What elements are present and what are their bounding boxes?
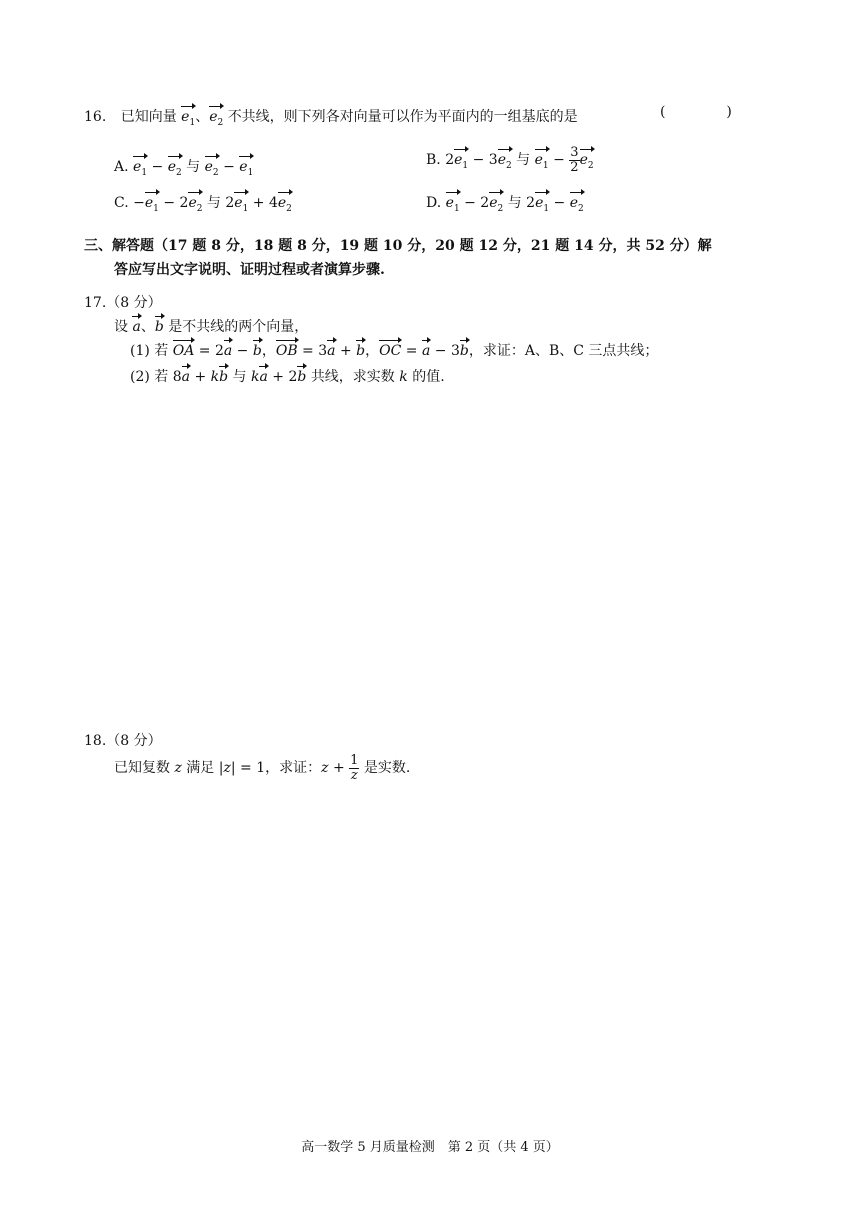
vector-a: a (422, 338, 430, 358)
connector-text: 与 (206, 195, 221, 211)
part-text: ，求证：A、B、C 三点共线； (468, 343, 659, 359)
part-label: (1) 若 (130, 343, 169, 359)
vector-e2: $e_2$ (570, 190, 584, 214)
vector-e2: $e_2$ (498, 147, 512, 171)
vector-b: b (253, 338, 262, 358)
vector-a: a (132, 314, 140, 334)
page-footer: 高一数学 5 月质量检测 第 2 页（共 4 页） (301, 1140, 559, 1155)
answer-bracket (660, 104, 732, 120)
vector-e1: $e_1$ (535, 147, 549, 171)
stem-text: 是实数. (363, 760, 411, 777)
vector-e1: $e_1$ (181, 104, 195, 128)
vector-e2: $e_2$ (168, 154, 182, 178)
vector-e1: $e_1$ (239, 154, 253, 178)
question-18-number: 18.（8 分） (84, 733, 162, 749)
stem-text: 已知复数 (114, 760, 170, 777)
vector-OA: OA (173, 338, 195, 358)
option-c: C. $-e_1 - 2e_2$ 与 $2e_1 + 4e_2$ (114, 190, 292, 214)
connector-text: 与 (516, 152, 531, 169)
part-text: 共线，求实数 (310, 369, 395, 385)
part-label: (2) 若 (130, 369, 169, 385)
vector-e2: $e_2$ (209, 104, 223, 128)
stem-text: 满足 (186, 760, 215, 777)
vector-b: b (297, 364, 306, 384)
option-label: C. (114, 195, 129, 211)
option-a: A. $e_1 - e_2$ 与 $e_2 - e_1$ (114, 154, 253, 178)
stem-text: 已知向量 (120, 109, 177, 125)
vector-e1: $e_1$ (535, 190, 549, 214)
bracket-close: ) (726, 104, 732, 120)
question-number: 16. (84, 109, 107, 125)
vector-e1: $e_1$ (234, 190, 248, 214)
vector-b: b (219, 364, 228, 384)
fraction: $\frac{3}{2}$ (570, 145, 579, 175)
vector-b: b (356, 338, 365, 358)
option-label: D. (426, 195, 442, 211)
section-heading-continued: 答应写出文字说明、证明过程或者演算步骤. (114, 262, 385, 278)
stem-text: 不共线，则下列各对向量可以作为平面内的一组基底的是 (227, 109, 578, 125)
connector-text: 与 (507, 195, 522, 211)
question-17-number: 17.（8 分） (84, 295, 162, 311)
option-d: D. $e_1 - 2e_2$ 与 $2e_1 - e_2$ (426, 190, 584, 214)
option-label: A. (114, 159, 129, 175)
vector-e2: $e_2$ (489, 190, 503, 214)
vector-a: a (259, 364, 267, 384)
question-18-text: 已知复数 z 满足 |z| = 1，求证：z + $\frac{1}{z}$ 是实数. (114, 753, 411, 783)
connector-text: 与 (232, 369, 247, 385)
part-text: 的值. (412, 369, 445, 385)
question-17-part2: (2) 若 8a + kb 与 ka + 2b 共线，求实数 k 的值. (130, 364, 445, 386)
option-label: B. (426, 152, 441, 169)
question-17-part1: (1) 若 OA = 2a − b，OB = 3a + b，OC = a − 3b，求证：A、B、C 三点共线； (130, 338, 658, 360)
fraction: $\frac{1}{z}$ (350, 753, 359, 783)
intro-text: 设 (114, 319, 128, 335)
vector-a: a (224, 338, 232, 358)
section-heading: 三、解答题（17 题 8 分，18 题 8 分，19 题 10 分，20 题 12 分，21 题 14 分，共 52 分）解 (84, 238, 712, 254)
vector-a: a (327, 338, 335, 358)
connector-text: 与 (186, 159, 201, 175)
vector-OB: OB (276, 338, 298, 358)
vector-e2: $e_2$ (188, 190, 202, 214)
vector-e1: $e_1$ (133, 154, 147, 178)
vector-e2: $e_2$ (580, 147, 594, 171)
separator: 、 (195, 109, 210, 125)
intro-text: 是不共线的两个向量， (168, 319, 309, 335)
vector-e1: $e_1$ (145, 190, 159, 214)
vector-b: b (460, 338, 469, 358)
stem-text: ，求证： (265, 760, 322, 777)
vector-e1: $e_1$ (454, 147, 468, 171)
vector-b: b (155, 314, 164, 334)
vector-OC: OC (379, 338, 401, 358)
question-17-intro: 设 a、b 是不共线的两个向量， (114, 314, 308, 336)
vector-e2: $e_2$ (278, 190, 292, 214)
bracket-open: ( (660, 104, 666, 120)
vector-e1: $e_1$ (446, 190, 460, 214)
vector-a: a (182, 364, 190, 384)
option-b: B. $2e_1 - 3e_2$ 与 $e_1$ − $\frac{3}{2}$ $e_2$ (426, 145, 594, 175)
question-16-stem (84, 104, 578, 128)
vector-e2: $e_2$ (205, 154, 219, 178)
